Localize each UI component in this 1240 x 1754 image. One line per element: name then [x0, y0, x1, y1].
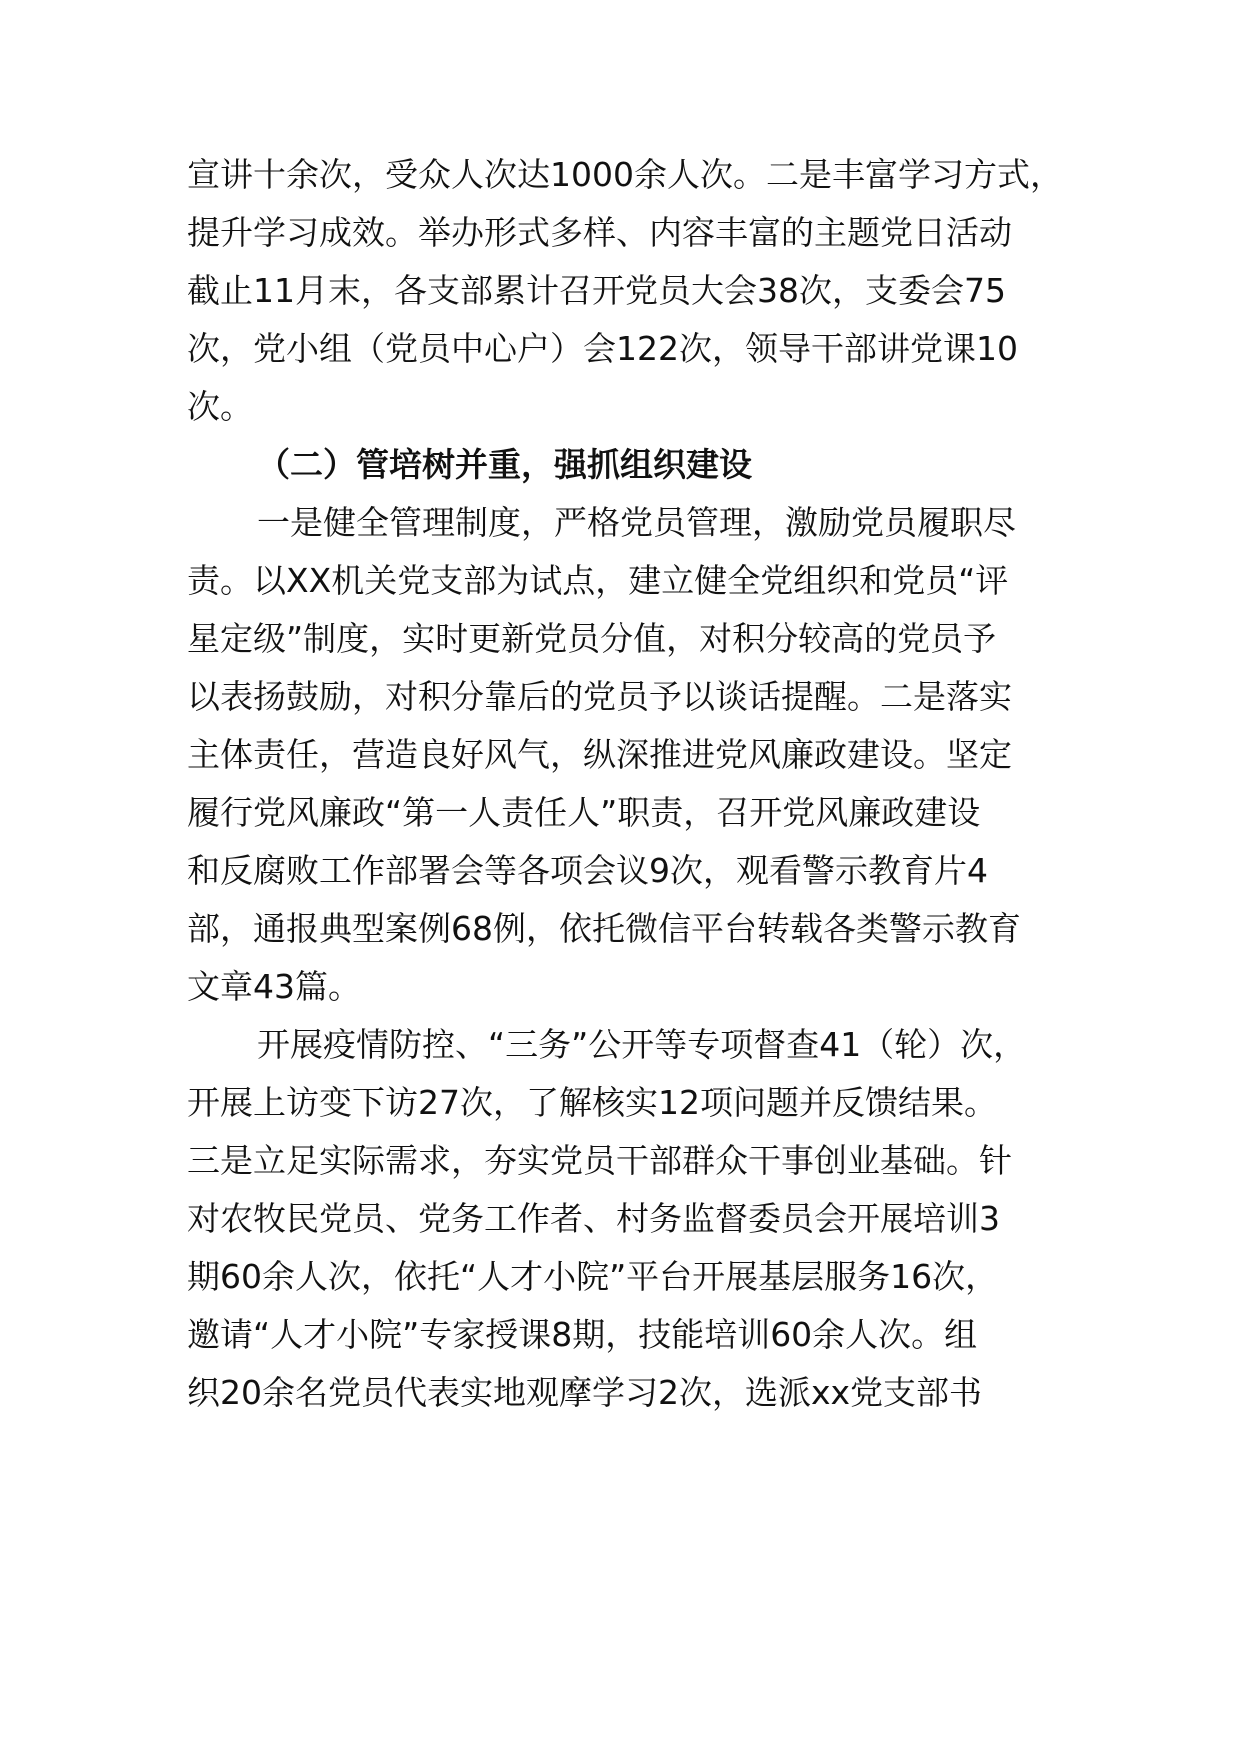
text-line: 对农牧民党员、党务工作者、村务监督委员会开展培训3: [187, 1199, 1000, 1238]
text-line: 次。: [187, 387, 253, 426]
text-line: 期60余人次，依托“人才小院”平台开展基层服务16次，: [187, 1257, 999, 1296]
paragraph-first-line: 开展疫情防控、“三务”公开等专项督查41（轮）次，: [257, 1025, 1027, 1064]
text-line: 次，党小组（党员中心户）会122次，领导干部讲党课10: [187, 329, 1018, 368]
paragraph-first-line: 一是健全管理制度，严格党员管理，激励党员履职尽: [257, 503, 1016, 542]
text-line: 文章43篇。: [187, 967, 361, 1006]
text-line: 织20余名党员代表实地观摩学习2次，选派xx党支部书: [187, 1373, 983, 1412]
text-line: 开展上访变下访27次，了解核实12项问题并反馈结果。: [187, 1083, 997, 1122]
text-line: 主体责任，营造良好风气，纵深推进党风廉政建设。坚定: [187, 735, 1012, 774]
text-line: 以表扬鼓励，对积分靠后的党员予以谈话提醒。二是落实: [187, 677, 1012, 716]
text-line: 和反腐败工作部署会等各项会议9次，观看警示教育片4: [187, 851, 988, 890]
section-heading: （二）管培树并重，强抓组织建设: [257, 445, 752, 484]
text-line: 部，通报典型案例68例，依托微信平台转载各类警示教育: [187, 909, 1021, 948]
text-line: 履行党风廉政“第一人责任人”职责，召开党风廉政建设: [187, 793, 981, 832]
text-line: 星定级”制度，实时更新党员分值，对积分较高的党员予: [187, 619, 997, 658]
text-line: 责。以XX机关党支部为试点，建立健全党组织和党员“评: [187, 561, 1009, 600]
text-line: 提升学习成效。举办形式多样、内容丰富的主题党日活动: [187, 213, 1012, 252]
text-line: 邀请“人才小院”专家授课8期，技能培训60余人次。组: [187, 1315, 978, 1354]
text-line: 三是立足实际需求，夯实党员干部群众干事创业基础。针: [187, 1141, 1012, 1180]
text-line: 宣讲十余次，受众人次达1000余人次。二是丰富学习方式，: [187, 155, 1063, 194]
text-line: 截止11月末，各支部累计召开党员大会38次，支委会75: [187, 271, 1006, 310]
